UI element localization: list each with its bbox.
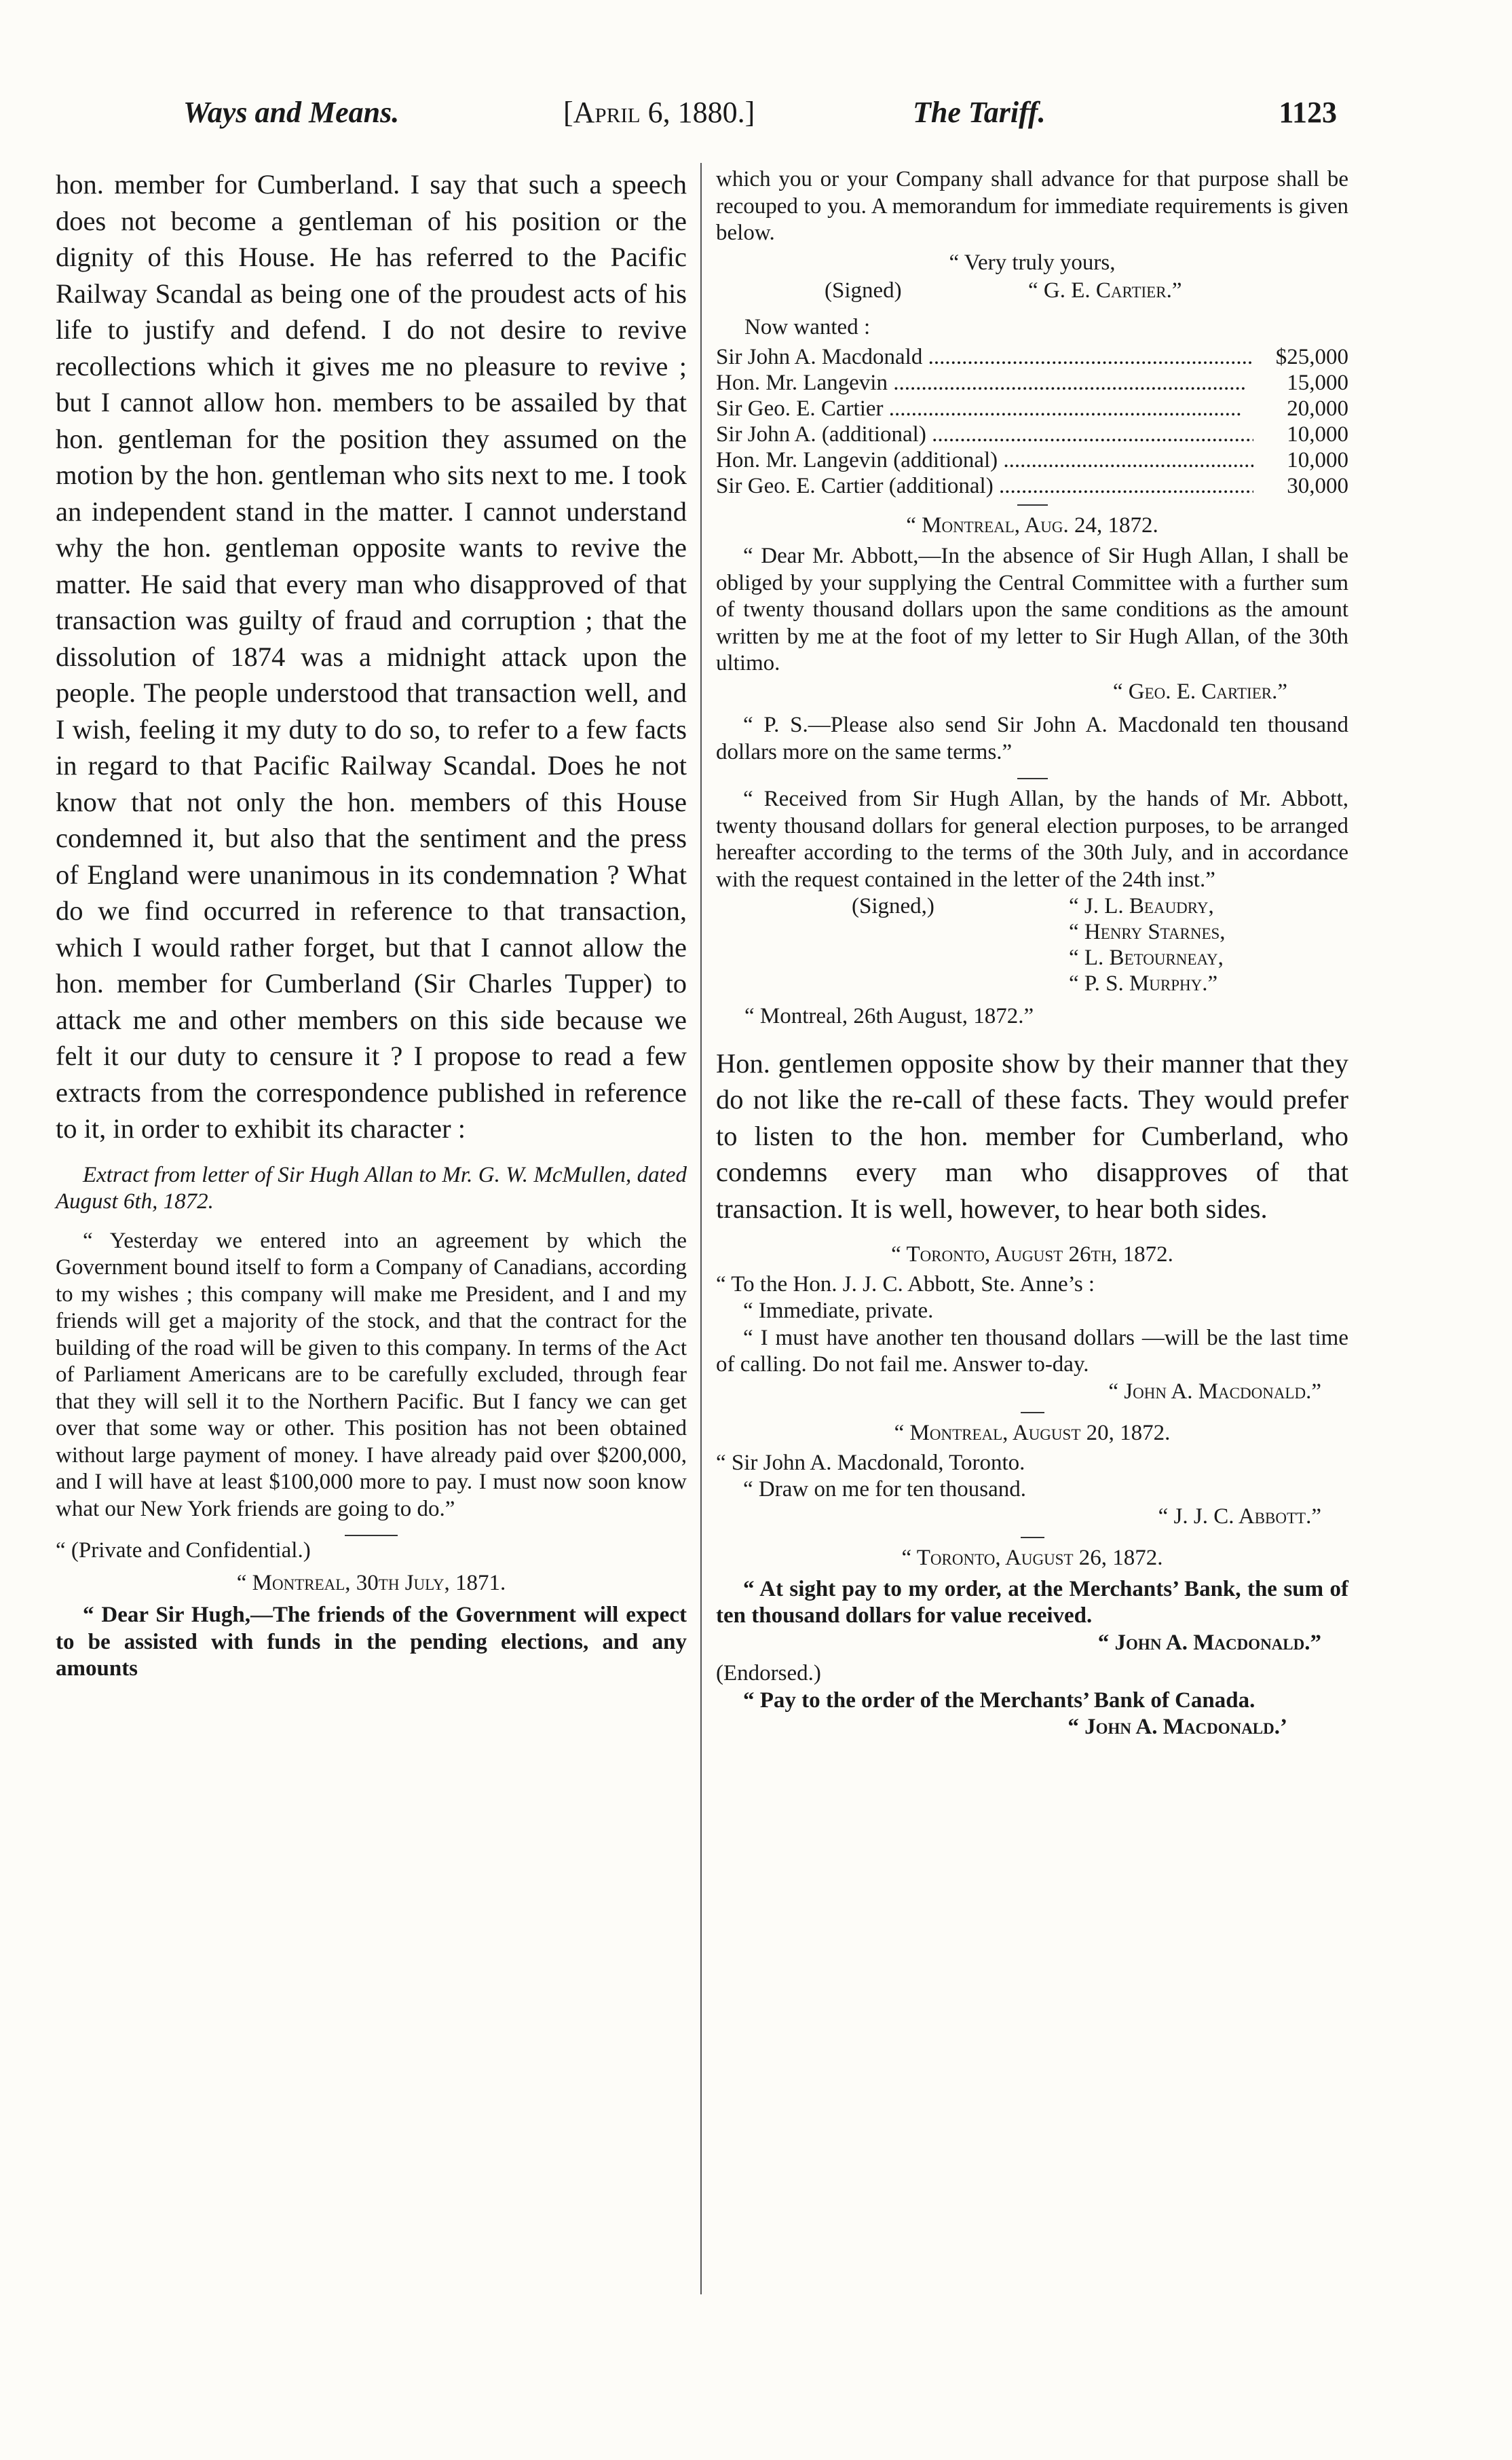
table-name: Sir John A. Macdonald ..... — [716, 344, 1253, 370]
receipt-date: “ Montreal, 26th August, 1872.” — [744, 1004, 1034, 1028]
receipt-text: “ Received from Sir Hugh Allan, by the hands of Mr. Abbott, twenty thousand dollars for general election purposes, to be arranged hereafter according to the terms of the 30th July, and in accordance with the request contained in the letter of the 24th inst.” — [716, 787, 1348, 892]
signatory: “ J. L. Beaudry, — [1069, 894, 1214, 918]
page-number: 1123 — [1279, 96, 1337, 129]
table-amount: 15,000 — [1287, 370, 1348, 395]
separator-rule — [1021, 1412, 1044, 1413]
toronto2-signature: “ John A. Macdonald.” — [1097, 1630, 1321, 1655]
extract-body: “ Yesterday we entered into an agreement by which the Government bound itself to form a Company of Canadians, according to my wishes ; this company will make me President, and I and my friends will get a majority of the stock, and that the contract for the building of the road will be given to this company. In terms of the Act of Parliament Americans are to be carefully excluded, through fear that they will sell it to the Northern Pacific. But I fancy we can get over that some way or other. This position has not been obtained without large payment of money. I have already paid over $200,000, and I will have at least $100,000 more to pay. I must now soon know what our New York friends are going to do.” — [56, 1228, 687, 1521]
toronto2-body: “ At sight pay to my order, at the Merchants’ Bank, the sum of ten thousand dollars for value received. — [716, 1576, 1348, 1628]
right-column — [716, 166, 1348, 1741]
table-row — [716, 473, 1348, 499]
table-amount: 10,000 — [1287, 447, 1348, 472]
separator-rule — [1017, 504, 1048, 506]
toronto1-signature: “ John A. Macdonald.” — [1108, 1379, 1321, 1404]
private-label: “ (Private and Confidential.) — [56, 1538, 311, 1563]
separator-rule — [1021, 1537, 1044, 1538]
letter-dateline: “ Montreal, 30th July, 1871. — [236, 1570, 506, 1595]
receipt-signed-label: (Signed,) — [852, 894, 934, 918]
table-row — [716, 447, 1348, 473]
endorse-body: “ Pay to the order of the Merchants’ Bank of Canada. — [743, 1688, 1255, 1713]
header-section: Ways and Means. — [183, 96, 400, 129]
now-wanted-label: Now wanted : — [744, 315, 871, 339]
abbott-signature: “ Geo. E. Cartier.” — [1112, 679, 1287, 704]
signatory: “ Henry Starnes, — [1069, 920, 1226, 944]
table-row — [716, 370, 1348, 396]
montreal20-recipient: “ Sir John A. Macdonald, Toronto. — [716, 1450, 1025, 1475]
montreal20-dateline: “ Montreal, August 20, 1872. — [894, 1421, 1171, 1445]
signed-label: (Signed) — [825, 278, 902, 303]
table-row — [716, 422, 1348, 447]
signature-line — [716, 278, 1348, 305]
table-name: Sir John A. (additional) ..... — [716, 422, 1253, 447]
table-row — [716, 344, 1348, 370]
speech-paragraph: hon. member for Cumberland. I say that such a speech does not become a gentleman of his position or the dignity of this House. He has referred to the Pacific Railway Scandal as being one of the proudest acts of his life to justify and defend. I do not desire to revive recollections which it gives me no pleasure to revive ; but I cannot allow hon. members to be assailed by that hon. gentleman for the position they assumed on the motion by the hon. gentleman who sits next to me. I took an independent stand in the matter. I cannot understand why the hon. gentleman opposite wants to revive the matter. He said that every man who disapproved of that transaction was guilty of fraud and corruption ; that the dissolution of 1874 was a midnight attack upon the people. The people understood that transaction well, and I wish, feeling it my duty to do so, to refer to a few facts in regard to that Pacific Railway Scandal. Does he not know that not only the hon. members of this House condemned it, but also that the sentiment and the press of England were unanimous in its condemnation ? What do we find occurred in reference to that transaction, which I would rather forget, but that I cannot allow the hon. member for Cumberland (Sir Charles Tupper) to attack me and other members on this side because we felt it our duty to censure it ? I propose to read a few extracts from the correspondence published in reference to it, in order to exhibit its character : — [56, 169, 687, 1144]
running-header — [183, 95, 1337, 136]
montreal20-body: “ Draw on me for ten thousand. — [743, 1477, 1026, 1502]
postscript: “ P. S.—Please also send Sir John A. Macdonald ten thousand dollars more on the same terms.” — [716, 713, 1348, 764]
montreal20-signature: “ J. J. C. Abbott.” — [1158, 1504, 1321, 1529]
table-amount: 20,000 — [1287, 396, 1348, 421]
toronto2-dateline: “ Toronto, August 26, 1872. — [901, 1546, 1163, 1570]
separator-rule — [345, 1535, 398, 1536]
table-name: Sir Geo. E. Cartier (additional) ..... — [716, 473, 1253, 499]
table-amount: $25,000 — [1275, 344, 1348, 369]
toronto1-private: “ Immediate, private. — [743, 1299, 934, 1323]
signatory-list — [1069, 893, 1226, 996]
left-column — [56, 166, 687, 1683]
speech-continued: Hon. gentlemen opposite show by their manner that they do not like the re-call of these facts. They would prefer to listen to the hon. member for Cumberland, who condemns every man who disapproves of that transaction. It is well, however, to hear both sides. — [716, 1047, 1348, 1224]
letter-start: “ Dear Sir Hugh,—The friends of the Government will expect to be assisted with funds in the pending elections, and any amounts — [56, 1603, 687, 1681]
separator-rule — [1017, 778, 1048, 779]
table-amount: 10,000 — [1287, 422, 1348, 447]
endorse-signature: “ John A. Macdonald.’ — [1067, 1715, 1287, 1739]
endorsed-label: (Endorsed.) — [716, 1661, 821, 1685]
letter-continued: which you or your Company shall advance for that purpose shall be recouped to you. A memorandum for immediate requirements is given below. — [716, 167, 1348, 245]
abbott-letter: “ Dear Mr. Abbott,—In the absence of Sir Hugh Allan, I shall be obliged by your supplying the Central Committee with a further sum of twenty thousand dollars upon the same conditions as the amount written by me at the foot of my letter to Sir Hugh Allan, of the 30th ultimo. — [716, 544, 1348, 675]
toronto1-dateline: “ Toronto, August 26th, 1872. — [891, 1242, 1173, 1267]
table-name: Sir Geo. E. Cartier ..... — [716, 396, 1253, 422]
header-date: [April 6, 1880.] — [563, 96, 755, 129]
signatory: “ L. Betourneay, — [1069, 946, 1224, 970]
letter-closing: “ Very truly yours, — [949, 250, 1116, 275]
receipt-signatures — [716, 893, 1348, 1002]
toronto1-recipient: “ To the Hon. J. J. C. Abbott, Ste. Anne’s : — [716, 1271, 1095, 1297]
header-topic: The Tariff. — [913, 96, 1046, 129]
signed-name: “ G. E. Cartier.” — [1028, 278, 1182, 303]
table-name: Hon. Mr. Langevin (additional) ..... — [716, 447, 1253, 473]
table-row — [716, 396, 1348, 422]
toronto1-body: “ I must have another ten thousand dollars —will be the last time of calling. Do not fail me. Answer to-day. — [716, 1325, 1348, 1377]
dateline-aug24: “ Montreal, Aug. 24, 1872. — [906, 512, 1158, 538]
column-divider — [700, 163, 702, 2294]
extract-heading: Extract from letter of Sir Hugh Allan to Mr. G. W. McMullen, dated August 6th, 1872. — [56, 1162, 687, 1214]
table-name: Hon. Mr. Langevin ..... — [716, 370, 1253, 396]
signatory: “ P. S. Murphy.” — [1069, 971, 1218, 996]
memorandum-table — [716, 344, 1348, 499]
table-amount: 30,000 — [1287, 473, 1348, 498]
